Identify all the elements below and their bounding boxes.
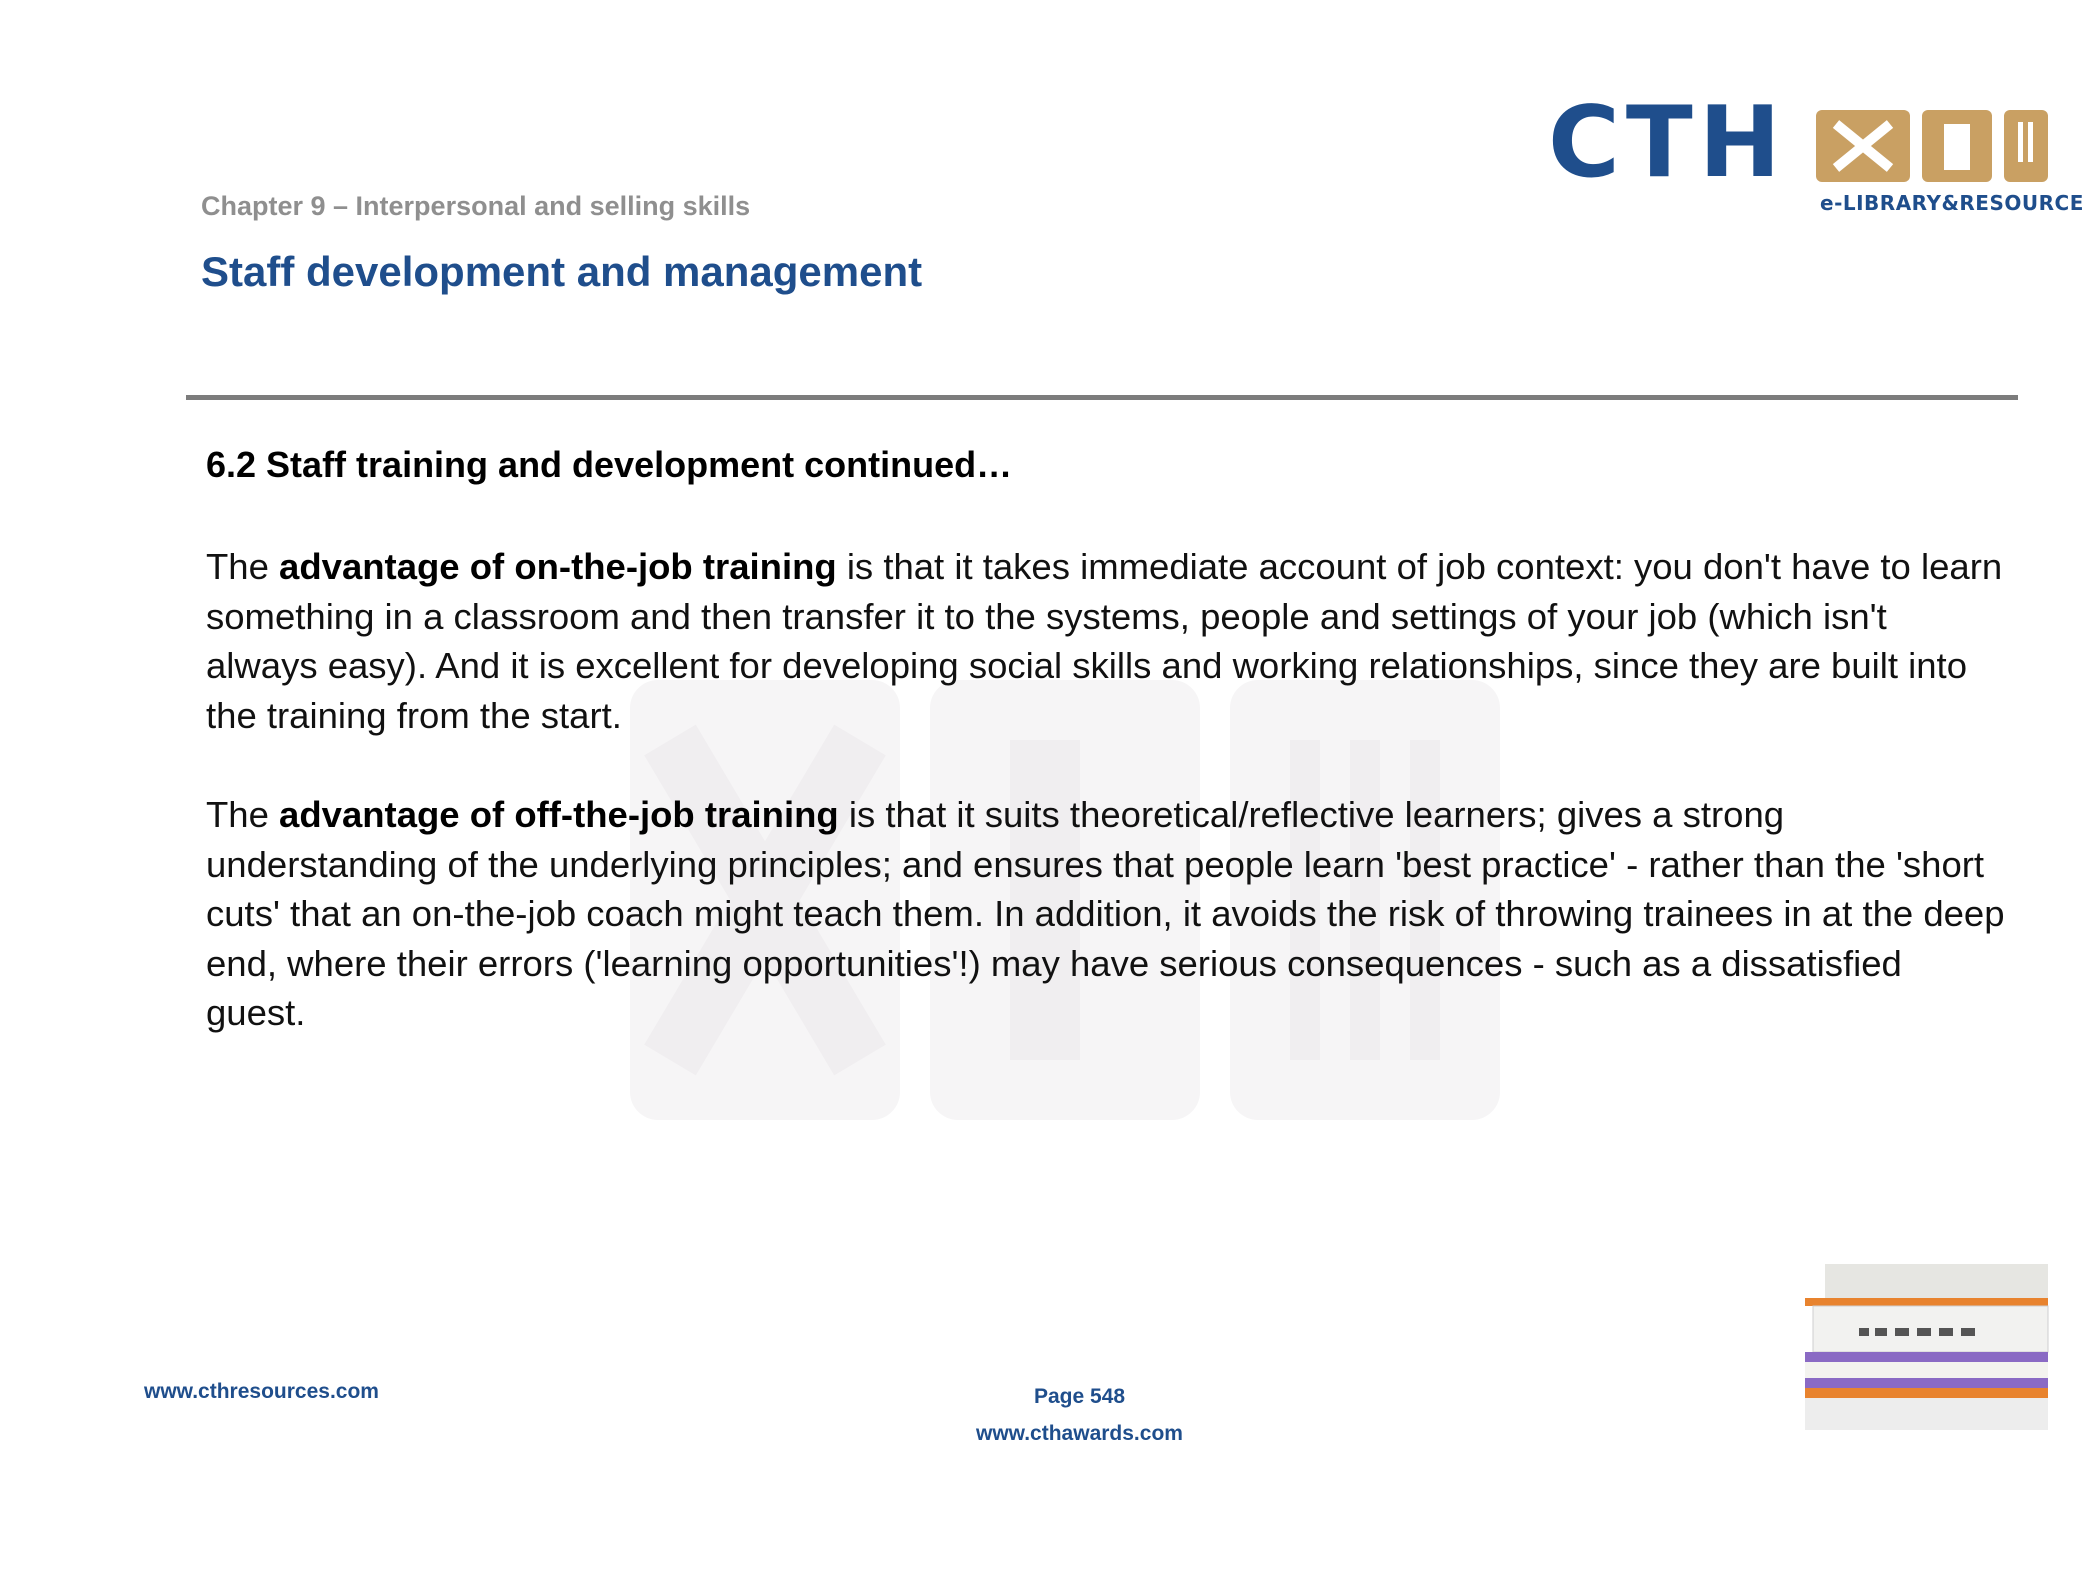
chapter-label: Chapter 9 – Interpersonal and selling skills <box>201 191 751 221</box>
logo-wordmark: CTH <box>1548 86 1787 200</box>
section-heading: 6.2 Staff training and development continued… <box>206 444 1013 485</box>
cth-logo <box>1548 86 2084 220</box>
laptop-books-icon <box>1805 1262 2048 1432</box>
fork-tile-icon <box>2004 110 2048 182</box>
bold-term: advantage of on-the-job training <box>279 546 837 587</box>
airplane-tile-icon <box>1816 110 1910 182</box>
paragraph-on-the-job: The advantage of on-the-job training is that it takes immediate account of job context: you don't have to learn something in a classroom and then transfer it to the systems, people and settings of your job (which isn't always easy). And it is excellent for developing social skills and working relationships, since they are built into the training from the start. <box>206 546 2003 736</box>
hotel-tile-icon <box>1922 110 1992 182</box>
paragraph-off-the-job: The advantage of off-the-job training is that it suits theoretical/reflective learners; gives a strong understanding of the underlying principles; and ensures that people learn 'best practice' - rather than the 'short cuts' that an on-the-job coach might teach them. In addition, it avoids the risk of throwing trainees in at the deep end, where their errors ('learning opportunities'!) may have serious consequences - such as a dissatisfied guest. <box>206 794 2005 1033</box>
logo-tagline: e-LIBRARY&RESOURCE <box>1820 191 2084 215</box>
divider <box>186 395 2018 400</box>
footer-awards-link[interactable]: www.cthawards.com <box>976 1422 1183 1445</box>
page-title: Staff development and management <box>201 248 923 295</box>
page-number: Page 548 <box>1034 1385 1126 1408</box>
bold-term: advantage of off-the-job training <box>279 794 839 835</box>
footer-resources-link[interactable]: www.cthresources.com <box>144 1380 379 1403</box>
